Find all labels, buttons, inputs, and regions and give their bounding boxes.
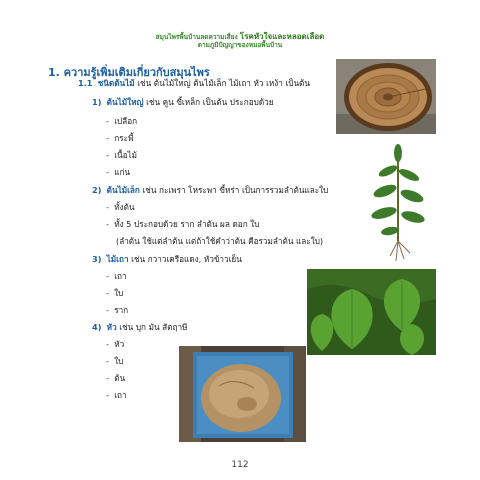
subsection-bold: ชนิดต้นไม้	[97, 78, 135, 88]
item-bold: ต้นไม้ใหญ่	[106, 97, 144, 107]
header-prefix: สมุนไพรพื้นบ้านลดความเสี่ยง	[155, 33, 240, 41]
list-item: - เปลือก	[106, 116, 138, 126]
section-title: 1. ความรู้เพิ่มเติมเกี่ยวกับสมุนไพร	[48, 66, 210, 79]
item-bold: ไม้เถา	[106, 254, 129, 264]
item-bold: หัว	[106, 322, 117, 332]
list-item: - ต้น	[106, 373, 126, 383]
item-vines	[92, 255, 242, 263]
list-item: - ใบ	[106, 356, 124, 366]
item-number: 2)	[92, 185, 102, 195]
item-number: 3)	[92, 254, 102, 264]
tuber-photo	[179, 346, 306, 442]
item-text: เช่น บุก มัน สัตฤาษี	[116, 322, 188, 332]
item-bold: ต้นไม้เล็ก	[106, 185, 140, 195]
list-item: - เถา	[106, 390, 127, 400]
subsection-text: เช่น ต้นไม้ใหญ่ ต้นไม้เล็ก ไม้เถา หัว เหง้า เป็นต้น	[134, 78, 310, 88]
note-text: (ลำต้น ใช้แต่ลำต้น แต่ถ้าใช้คำว่าต้น คือรวมลำต้น และใบ)	[116, 236, 324, 246]
vine-leaves-photo	[307, 269, 436, 355]
list-item: - ราก	[106, 305, 129, 315]
list-item: - แก่น	[106, 167, 131, 177]
item-text: เช่น กวาวเครือแดง, หัวข้าวเย็น	[128, 254, 242, 264]
list-item: - ใบ	[106, 288, 124, 298]
item-number: 1)	[92, 97, 102, 107]
subsection-number: 1.1	[78, 78, 93, 88]
list-item: - หัว	[106, 339, 125, 349]
header-highlight: โรคหัวใจและหลอดเลือด	[239, 32, 325, 41]
running-header-line2: ตามภูมิปัญญาของหมอพื้นบ้าน	[197, 41, 283, 49]
item-small-plants	[92, 186, 328, 194]
item-tubers	[92, 323, 187, 331]
subsection-1-1	[78, 79, 310, 87]
list-item: - ทั้ง 5 ประกอบด้วย ราก ลำต้น ผล ดอก ใบ	[106, 219, 260, 229]
herb-plant-photo	[360, 141, 436, 263]
tree-trunk-photo	[336, 59, 436, 134]
list-item: - เถา	[106, 271, 127, 281]
list-item: - กระพี้	[106, 133, 134, 143]
list-item: - เนื้อไม้	[106, 150, 138, 160]
item-number: 4)	[92, 322, 102, 332]
item-text: เช่น กะเพรา โหระพา ขี้หร่า เป็นการรวมลำต้นและใบ	[139, 185, 329, 195]
list-item: - ทั้งต้น	[106, 202, 135, 212]
item-big-trees	[92, 98, 274, 106]
item-text: เช่น คูน ขี้เหล็ก เป็นต้น ประกอบด้วย	[143, 97, 274, 107]
page-number: 112	[231, 460, 249, 470]
